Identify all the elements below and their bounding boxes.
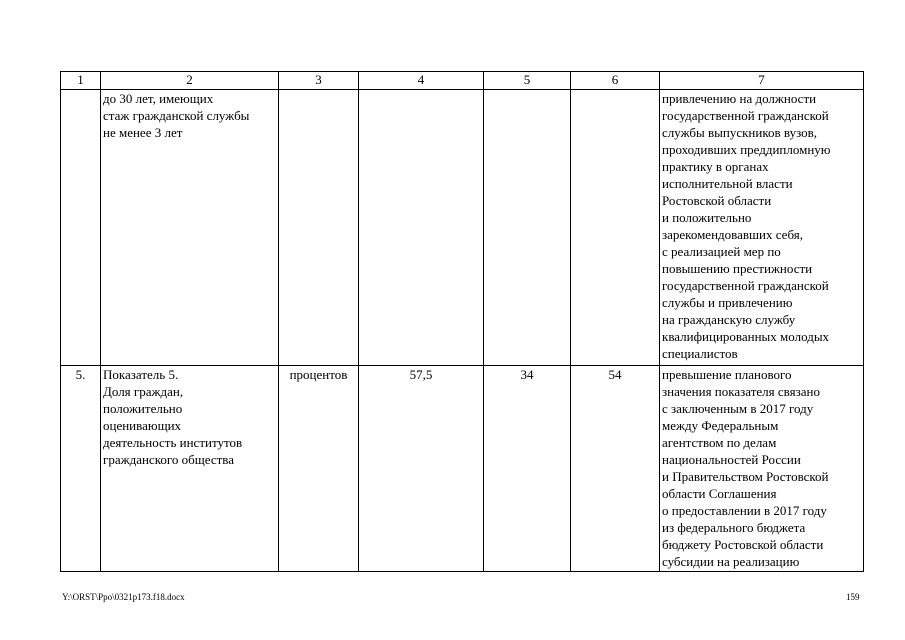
row-number-cell: 5. (61, 366, 101, 572)
indicator-name-cell: Показатель 5. Доля граждан, положительно оценивающих деятельность институтов гражданского общества (101, 366, 279, 572)
value-col5-cell: 34 (484, 366, 571, 572)
value-col6-cell: 54 (571, 366, 660, 572)
header-row (61, 72, 864, 90)
column-header-3: 3 (279, 72, 359, 90)
comment-cell: превышение планового значения показателя связано с заключенным в 2017 году между Федеральным агентством по делам национальностей России и Правительством Ростовской области Соглашения о предоставлении в 2017 году из федерального бюджета бюджету Ростовской области субсидии на реализацию (660, 366, 864, 572)
column-header-5: 5 (484, 72, 571, 90)
unit-cell: процентов (279, 366, 359, 572)
table-row (61, 90, 864, 366)
column-header-6: 6 (571, 72, 660, 90)
column-header-1: 1 (61, 72, 101, 90)
page-number: 159 (846, 592, 860, 602)
column-header-2: 2 (101, 72, 279, 90)
file-path-footer: Y:\ORST\Ppo\0321p173.f18.docx (62, 592, 185, 602)
value-col6-cell (571, 90, 660, 366)
column-header-4: 4 (359, 72, 484, 90)
table-row (61, 366, 864, 572)
unit-cell (279, 90, 359, 366)
value-col4-cell (359, 90, 484, 366)
value-col4-cell: 57,5 (359, 366, 484, 572)
value-col5-cell (484, 90, 571, 366)
report-table (60, 71, 864, 572)
indicator-name-cell: до 30 лет, имеющих стаж гражданской службы не менее 3 лет (101, 90, 279, 366)
column-header-7: 7 (660, 72, 864, 90)
row-number-cell (61, 90, 101, 366)
comment-cell: привлечению на должности государственной гражданской службы выпускников вузов, проходивших преддипломную практику в органах исполнительной власти Ростовской области и положительно зарекомендовавших себя, с реализацией мер по повышению престижности государственной гражданской службы и привлечению на гражданскую службу квалифицированных молодых специалистов (660, 90, 864, 366)
